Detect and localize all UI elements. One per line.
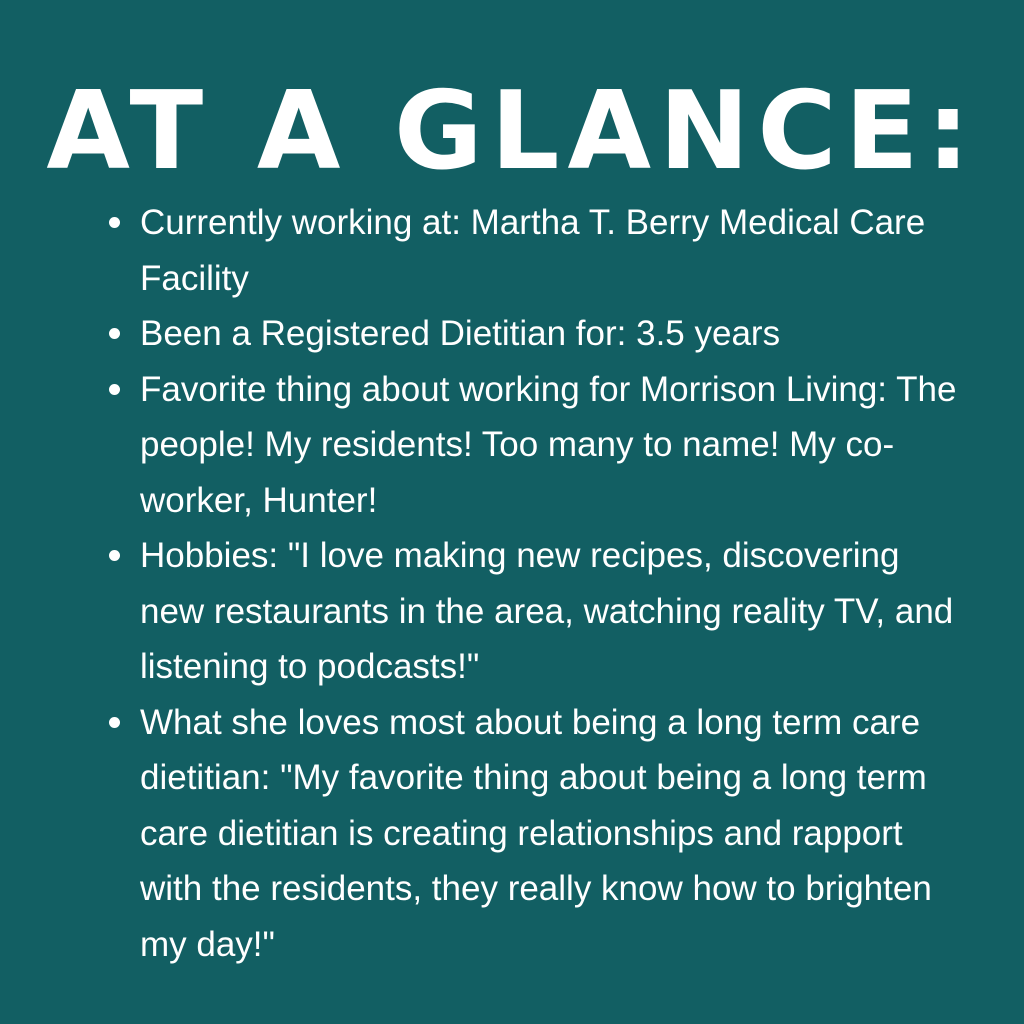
list-item-text: Favorite thing about working for Morrison Living: The people! My residents! Too many to name! My co-worker, Hunter!	[140, 369, 957, 520]
list-item-favorite-thing	[140, 362, 960, 529]
list-item-text: Currently working at: Martha T. Berry Medical Care Facility	[140, 203, 926, 298]
list-item-text: What she loves most about being a long term care dietitian: "My favorite thing about being a long term care dietitian is creating relationships and rapport with the residents, they really know how to brighten my day!"	[140, 702, 932, 964]
list-item-years-registered	[140, 306, 960, 362]
page-title: AT A GLANCE:	[46, 69, 978, 194]
bullet-icon	[109, 384, 120, 395]
list-item-current-workplace	[140, 195, 960, 306]
bullet-icon	[109, 328, 120, 339]
list-item-text: Been a Registered Dietitian for: 3.5 years	[140, 314, 781, 353]
bullet-icon	[109, 717, 120, 728]
bullet-list	[140, 195, 960, 972]
list-item-hobbies	[140, 528, 960, 695]
list-item-loves-most	[140, 695, 960, 973]
bullet-icon	[109, 550, 120, 561]
bullet-icon	[109, 217, 120, 228]
list-item-text: Hobbies: "I love making new recipes, discovering new restaurants in the area, watching reality TV, and listening to podcasts!"	[140, 536, 954, 686]
